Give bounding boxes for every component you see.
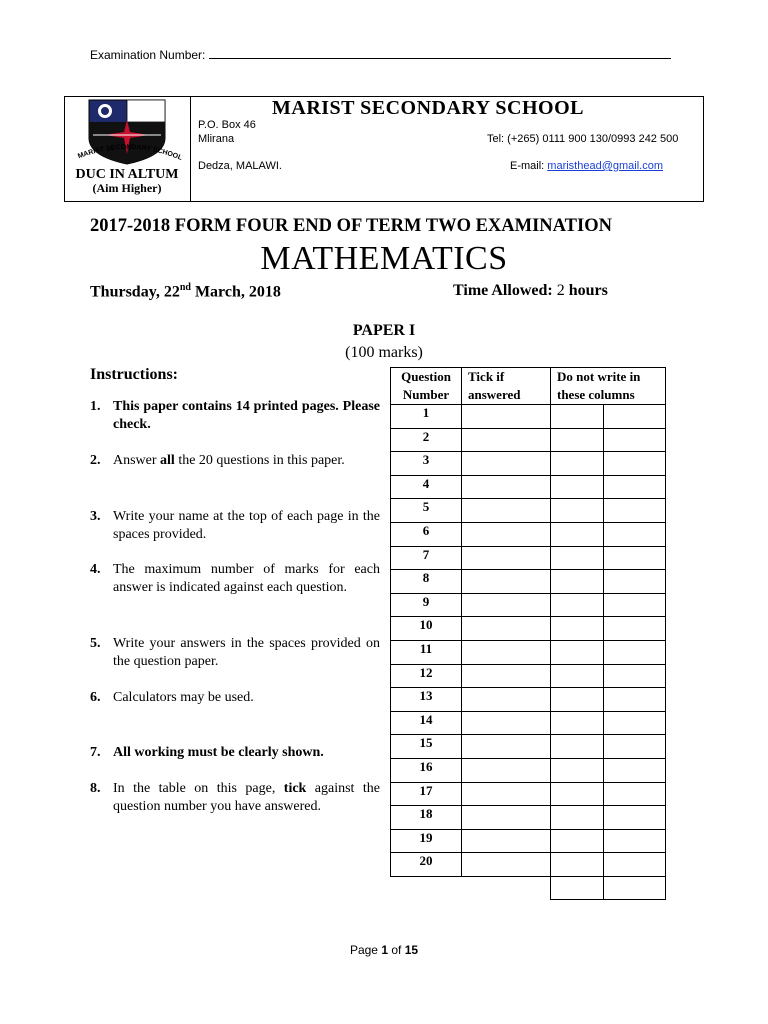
examiner-cell bbox=[551, 452, 604, 476]
examiner-cell bbox=[551, 806, 604, 830]
footer-page-label: Page bbox=[349, 943, 378, 957]
question-number-cell: 14 bbox=[391, 711, 462, 735]
examiner-cell bbox=[551, 546, 604, 570]
table-row bbox=[391, 688, 666, 712]
tick-cell[interactable] bbox=[462, 617, 551, 641]
tick-cell[interactable] bbox=[462, 758, 551, 782]
examiner-cell bbox=[551, 475, 604, 499]
examiner-cell bbox=[604, 640, 666, 664]
instruction-item bbox=[90, 508, 380, 544]
table-total-row bbox=[391, 876, 666, 900]
time-allowed bbox=[453, 282, 608, 300]
question-number-cell: 6 bbox=[391, 522, 462, 546]
examiner-cell bbox=[604, 735, 666, 759]
examiner-cell bbox=[551, 617, 604, 641]
instruction-item bbox=[90, 744, 380, 762]
examiner-total-cell bbox=[604, 876, 666, 900]
table-row bbox=[391, 405, 666, 429]
examiner-cell bbox=[604, 711, 666, 735]
instruction-number: 2. bbox=[90, 453, 101, 468]
instruction-number: 8. bbox=[90, 781, 101, 796]
instruction-text: Write your answers in the spaces provided on the question paper. bbox=[113, 636, 380, 669]
instruction-item bbox=[90, 561, 380, 597]
tick-cell[interactable] bbox=[462, 499, 551, 523]
table-row bbox=[391, 735, 666, 759]
tick-cell[interactable] bbox=[462, 688, 551, 712]
header-do-not-write: Do not write in these columns bbox=[551, 368, 666, 405]
question-number-cell: 9 bbox=[391, 593, 462, 617]
po-box: P.O. Box 46 bbox=[198, 119, 256, 131]
instruction-text: The maximum number of marks for each answer is indicated against each question. bbox=[113, 562, 380, 595]
instruction-text: Write your name at the top of each page in the spaces provided. bbox=[113, 509, 380, 542]
school-name: MARIST SECONDARY SCHOOL bbox=[272, 97, 584, 119]
examiner-cell bbox=[604, 617, 666, 641]
footer-total-pages: 15 bbox=[404, 943, 419, 957]
instruction-emphasis: tick bbox=[283, 781, 307, 796]
tick-cell[interactable] bbox=[462, 735, 551, 759]
tick-cell[interactable] bbox=[462, 546, 551, 570]
instruction-text bbox=[113, 780, 380, 816]
examiner-cell bbox=[604, 475, 666, 499]
header-tick-if-answered: Tick if answered bbox=[462, 368, 551, 405]
question-number-cell: 13 bbox=[391, 688, 462, 712]
examiner-cell bbox=[604, 522, 666, 546]
time-label: Time Allowed: bbox=[453, 282, 553, 299]
question-number-cell: 7 bbox=[391, 546, 462, 570]
instruction-number: 1. bbox=[90, 399, 101, 414]
table-header-row bbox=[391, 368, 666, 405]
logo-motto-line2: (Aim Higher) bbox=[92, 181, 162, 195]
tick-cell[interactable] bbox=[462, 522, 551, 546]
district: Dedza, MALAWI. bbox=[198, 160, 282, 172]
instruction-text: This paper contains 14 printed pages. Please check. bbox=[113, 399, 380, 432]
examiner-cell bbox=[551, 782, 604, 806]
instruction-text-part: against the question number you have answered. bbox=[113, 781, 380, 814]
table-row bbox=[391, 664, 666, 688]
examiner-cell bbox=[604, 593, 666, 617]
date-prefix: Thursday, 22 bbox=[90, 283, 180, 301]
examiner-cell bbox=[604, 664, 666, 688]
examiner-cell bbox=[551, 428, 604, 452]
instruction-item bbox=[90, 635, 380, 671]
examiner-cell bbox=[551, 758, 604, 782]
examiner-cell bbox=[551, 570, 604, 594]
table-row bbox=[391, 782, 666, 806]
question-number-cell: 8 bbox=[391, 570, 462, 594]
examiner-cell bbox=[604, 570, 666, 594]
email-link[interactable]: maristhead@gmail.com bbox=[547, 160, 664, 172]
table-row bbox=[391, 806, 666, 830]
examiner-cell bbox=[604, 546, 666, 570]
question-tick-table bbox=[390, 367, 666, 900]
examiner-cell bbox=[604, 405, 666, 429]
empty-cell bbox=[391, 876, 462, 900]
table-row bbox=[391, 499, 666, 523]
examiner-cell bbox=[604, 782, 666, 806]
table-row bbox=[391, 617, 666, 641]
examiner-cell bbox=[604, 853, 666, 877]
examiner-total-cell bbox=[551, 876, 604, 900]
examiner-cell bbox=[551, 853, 604, 877]
examiner-cell bbox=[551, 688, 604, 712]
instruction-item bbox=[90, 689, 380, 707]
examiner-cell bbox=[604, 499, 666, 523]
instruction-number: 7. bbox=[90, 745, 101, 760]
examiner-cell bbox=[551, 829, 604, 853]
instruction-item bbox=[90, 452, 380, 470]
table-row bbox=[391, 452, 666, 476]
table-row bbox=[391, 546, 666, 570]
tick-cell[interactable] bbox=[462, 593, 551, 617]
table-row bbox=[391, 522, 666, 546]
table-row bbox=[391, 570, 666, 594]
instruction-text: All working must be clearly shown. bbox=[113, 745, 324, 760]
examiner-cell bbox=[551, 735, 604, 759]
telephone: Tel: (+265) 0111 900 130/0993 242 500 bbox=[487, 133, 679, 145]
tick-cell[interactable] bbox=[462, 570, 551, 594]
school-crest-icon bbox=[67, 98, 187, 198]
logo-motto-line1: DUC IN ALTUM bbox=[75, 167, 179, 182]
page-footer bbox=[0, 943, 768, 957]
school-logo bbox=[67, 98, 187, 198]
examiner-cell bbox=[604, 452, 666, 476]
instruction-number: 3. bbox=[90, 509, 101, 524]
instruction-text bbox=[113, 452, 380, 470]
table-row bbox=[391, 853, 666, 877]
tick-cell[interactable] bbox=[462, 452, 551, 476]
question-number-cell: 12 bbox=[391, 664, 462, 688]
instruction-number: 4. bbox=[90, 562, 101, 577]
question-number-cell: 3 bbox=[391, 452, 462, 476]
question-number-cell: 17 bbox=[391, 782, 462, 806]
table-row bbox=[391, 829, 666, 853]
table-row bbox=[391, 475, 666, 499]
table-row bbox=[391, 640, 666, 664]
instructions-heading: Instructions: bbox=[90, 366, 179, 383]
tick-cell[interactable] bbox=[462, 664, 551, 688]
tick-cell[interactable] bbox=[462, 829, 551, 853]
examiner-cell bbox=[551, 640, 604, 664]
question-number-cell: 16 bbox=[391, 758, 462, 782]
examiner-cell bbox=[551, 522, 604, 546]
examiner-cell bbox=[604, 806, 666, 830]
header-question-number: Question Number bbox=[391, 368, 462, 405]
instruction-text-part: the 20 questions in this paper. bbox=[174, 453, 345, 468]
logo-arc-text: MARIST SECONDARY SCHOOL bbox=[77, 143, 184, 162]
tick-cell[interactable] bbox=[462, 405, 551, 429]
total-marks: (100 marks) bbox=[345, 344, 423, 361]
question-number-cell: 2 bbox=[391, 428, 462, 452]
instruction-item bbox=[90, 780, 380, 816]
question-number-cell: 4 bbox=[391, 475, 462, 499]
table-row bbox=[391, 758, 666, 782]
tick-cell[interactable] bbox=[462, 782, 551, 806]
examiner-cell bbox=[604, 758, 666, 782]
question-number-cell: 15 bbox=[391, 735, 462, 759]
instruction-number: 5. bbox=[90, 636, 101, 651]
email-label: E-mail: bbox=[510, 160, 545, 172]
examiner-cell bbox=[551, 405, 604, 429]
tick-cell[interactable] bbox=[462, 428, 551, 452]
instruction-text-part: In the table on this page, bbox=[113, 781, 284, 796]
footer-page-number: 1 bbox=[381, 943, 388, 957]
tick-cell[interactable] bbox=[462, 853, 551, 877]
examination-number-blank[interactable] bbox=[209, 47, 671, 59]
instruction-item bbox=[90, 398, 380, 434]
examiner-cell bbox=[604, 829, 666, 853]
examination-number-field[interactable] bbox=[90, 47, 671, 62]
exam-date bbox=[90, 282, 281, 301]
question-number-cell: 19 bbox=[391, 829, 462, 853]
footer-of: of bbox=[391, 943, 402, 957]
table-row bbox=[391, 711, 666, 735]
examiner-cell bbox=[604, 688, 666, 712]
paper-number: PAPER I bbox=[352, 322, 416, 339]
time-value: 2 bbox=[556, 282, 565, 299]
tick-cell[interactable] bbox=[462, 475, 551, 499]
question-number-cell: 10 bbox=[391, 617, 462, 641]
table-row bbox=[391, 428, 666, 452]
empty-cell bbox=[462, 876, 551, 900]
tick-cell[interactable] bbox=[462, 640, 551, 664]
question-number-cell: 20 bbox=[391, 853, 462, 877]
instruction-text-part: Answer bbox=[113, 453, 161, 468]
examiner-cell bbox=[551, 711, 604, 735]
town: Mlirana bbox=[198, 133, 235, 145]
table-row bbox=[391, 593, 666, 617]
question-number-cell: 11 bbox=[391, 640, 462, 664]
examination-number-label: Examination Number: bbox=[90, 48, 206, 62]
question-number-cell: 1 bbox=[391, 405, 462, 429]
examiner-cell bbox=[604, 428, 666, 452]
examiner-cell bbox=[551, 664, 604, 688]
tick-cell[interactable] bbox=[462, 711, 551, 735]
exam-title: 2017-2018 FORM FOUR END OF TERM TWO EXAMINATION bbox=[90, 216, 612, 236]
instruction-number: 6. bbox=[90, 690, 101, 705]
tick-cell[interactable] bbox=[462, 806, 551, 830]
question-number-cell: 5 bbox=[391, 499, 462, 523]
header-divider bbox=[190, 96, 191, 202]
time-unit: hours bbox=[568, 282, 608, 299]
subject-title: MATHEMATICS bbox=[260, 240, 508, 277]
question-number-cell: 18 bbox=[391, 806, 462, 830]
instruction-emphasis: all bbox=[160, 453, 175, 468]
instruction-text: Calculators may be used. bbox=[113, 690, 254, 705]
examiner-cell bbox=[551, 593, 604, 617]
date-rest: March, 2018 bbox=[194, 283, 281, 301]
email-line bbox=[510, 160, 663, 172]
date-suffix: nd bbox=[179, 282, 191, 293]
examiner-cell bbox=[551, 499, 604, 523]
